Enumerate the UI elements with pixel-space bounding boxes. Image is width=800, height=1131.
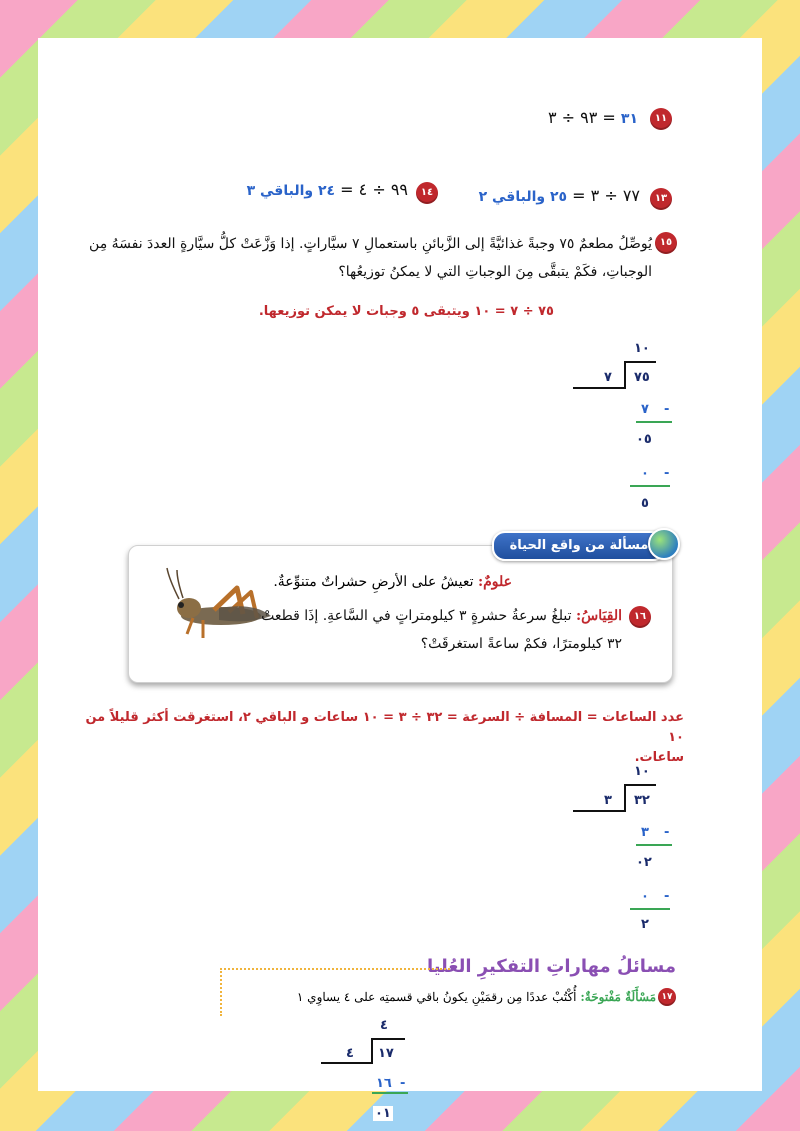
q15-line-1: يُوصِّلُ مطعمٌ ٧٥ وجبةً غذائيَّةً إلى الزَّبائنِ باستعمالِ ٧ سيَّاراتٍ. إذا وَزَّعَتْ كلُّ سيَّارةٍ العددَ نفسَهُ مِن bbox=[89, 236, 652, 252]
q17-quotient: ٤ bbox=[380, 1018, 388, 1033]
minus-sign: - bbox=[664, 402, 670, 417]
q15-bracket-stem bbox=[624, 361, 626, 389]
q11-answer: ٣١ bbox=[620, 111, 638, 127]
q15-quotient: ١٠ bbox=[634, 341, 650, 356]
real-life-card bbox=[128, 545, 673, 683]
q15-line-2: الوجباتِ، فكَمْ يتبقَّى مِنَ الوجباتِ التي لا يمكنُ توزيعُها؟ bbox=[338, 264, 652, 280]
q15-dividend: ٧٥ bbox=[634, 370, 650, 385]
real-life-banner: مسألة من واقع الحياة bbox=[492, 531, 666, 561]
q17-divisor: ٤ bbox=[346, 1046, 354, 1061]
q14-answer: ٢٤ والباقي ٣ bbox=[246, 183, 336, 199]
minus-sign: - bbox=[400, 1076, 406, 1091]
hots-dotted-rule bbox=[220, 968, 450, 970]
question-number-11: ١١ bbox=[650, 108, 672, 130]
q15-text bbox=[52, 230, 652, 286]
q16-text bbox=[261, 602, 622, 658]
q13-row bbox=[479, 186, 640, 205]
q17-bracket-base bbox=[321, 1062, 373, 1064]
q16-dividend: ٣٢ bbox=[634, 793, 650, 808]
q17-dividend: ١٧ bbox=[378, 1046, 394, 1061]
q14-row bbox=[247, 180, 408, 199]
q16-answer-line-1: عدد الساعات = المسافة ÷ السرعة = ٣٢ ÷ ٣ = ١٠ ساعات و الباقي ٢، استغرقت أكثر قليلاً من ١٠ bbox=[85, 710, 684, 745]
minus-sign: - bbox=[664, 466, 670, 481]
q17-text-row bbox=[297, 990, 656, 1004]
q17-subtract-1: ١٦ bbox=[376, 1076, 392, 1091]
q13-answer: ٢٥ والباقي ٢ bbox=[478, 189, 568, 205]
question-number-15: ١٥ bbox=[655, 232, 677, 254]
q17-bracket-top bbox=[371, 1038, 405, 1040]
q16-subtract-1: ٣ bbox=[641, 825, 649, 840]
q17-label: مَسْأَلَةٌ مَفْتوحَةٌ: bbox=[580, 990, 656, 1004]
q16-answer bbox=[74, 708, 684, 768]
q15-bracket-base bbox=[573, 387, 626, 389]
hots-dotted-rule-vertical bbox=[220, 968, 222, 1016]
question-number-17: ١٧ bbox=[658, 988, 676, 1006]
q15-answer: ٧٥ ÷ ٧ = ١٠ ويتبقى ٥ وجبات لا يمكن توزيعها. bbox=[258, 304, 554, 319]
q15-subtract-1: ٧ bbox=[641, 402, 649, 417]
question-number-16: ١٦ bbox=[629, 606, 651, 628]
minus-sign: - bbox=[664, 825, 670, 840]
q16-bracket-base bbox=[573, 810, 626, 812]
q15-subtract-2: ٠ bbox=[641, 466, 649, 481]
q15-bracket-top bbox=[624, 361, 656, 363]
q15-remainder-2: ٥ bbox=[641, 496, 649, 511]
science-line bbox=[273, 574, 512, 590]
q15-remainder-1: ٠٥ bbox=[636, 432, 652, 447]
hots-title: مسائلُ مهاراتِ التفكيرِ العُليا bbox=[426, 956, 676, 977]
q16-line-1-text: تبلغُ سرعةُ حشرةٍ ٣ كيلومتراتٍ في السَّاعةِ. إذَا قطعتْ bbox=[261, 608, 572, 624]
q17-remainder-1: ٠١ bbox=[375, 1106, 391, 1121]
q16-sub-line-1 bbox=[636, 844, 672, 846]
q15-sub-line-2 bbox=[630, 485, 670, 487]
q16-remainder-2: ٢ bbox=[641, 917, 649, 932]
q17-text: أُكْتُبْ عددًا مِن رقمَيْنِ يكونُ باقي قسمتِه على ٤ يساوِي ١ bbox=[296, 990, 577, 1004]
q17-bracket-stem bbox=[371, 1038, 373, 1064]
question-number-13: ١٣ bbox=[650, 188, 672, 210]
q16-line-2: ٣٢ كيلومترًا، فكمْ ساعةً استغرقَتْ؟ bbox=[420, 636, 622, 652]
q16-label: القِيَاسُ: bbox=[576, 608, 622, 624]
q17-sub-line-1 bbox=[372, 1092, 408, 1094]
q14-expression: ٩٩ ÷ ٤ = bbox=[340, 180, 408, 199]
q16-bracket-top bbox=[624, 784, 656, 786]
q15-divisor: ٧ bbox=[604, 370, 612, 385]
q11-equation: = ٩٣ ÷ ٣ bbox=[547, 108, 616, 127]
q16-line-1 bbox=[261, 602, 622, 630]
q16-quotient: ١٠ bbox=[634, 764, 650, 779]
q16-sub-line-2 bbox=[630, 908, 670, 910]
q15-sub-line-1 bbox=[636, 421, 672, 423]
science-label: علومٌ: bbox=[477, 574, 512, 590]
q16-divisor: ٣ bbox=[604, 793, 612, 808]
q11-expression bbox=[548, 108, 638, 127]
q16-remainder-1: ٠٢ bbox=[636, 855, 652, 870]
minus-sign: - bbox=[664, 889, 670, 904]
question-number-14: ١٤ bbox=[416, 182, 438, 204]
globe-icon bbox=[648, 528, 680, 560]
q13-expression: ٧٧ ÷ ٣ = bbox=[572, 186, 640, 205]
worksheet-page bbox=[38, 38, 762, 1091]
q16-subtract-2: ٠ bbox=[641, 889, 649, 904]
science-text: تعيشُ على الأرضِ حشراتٌ متنوِّعةٌ. bbox=[273, 574, 474, 590]
q16-bracket-stem bbox=[624, 784, 626, 812]
q16-answer-line-2: ساعات. bbox=[634, 750, 684, 765]
